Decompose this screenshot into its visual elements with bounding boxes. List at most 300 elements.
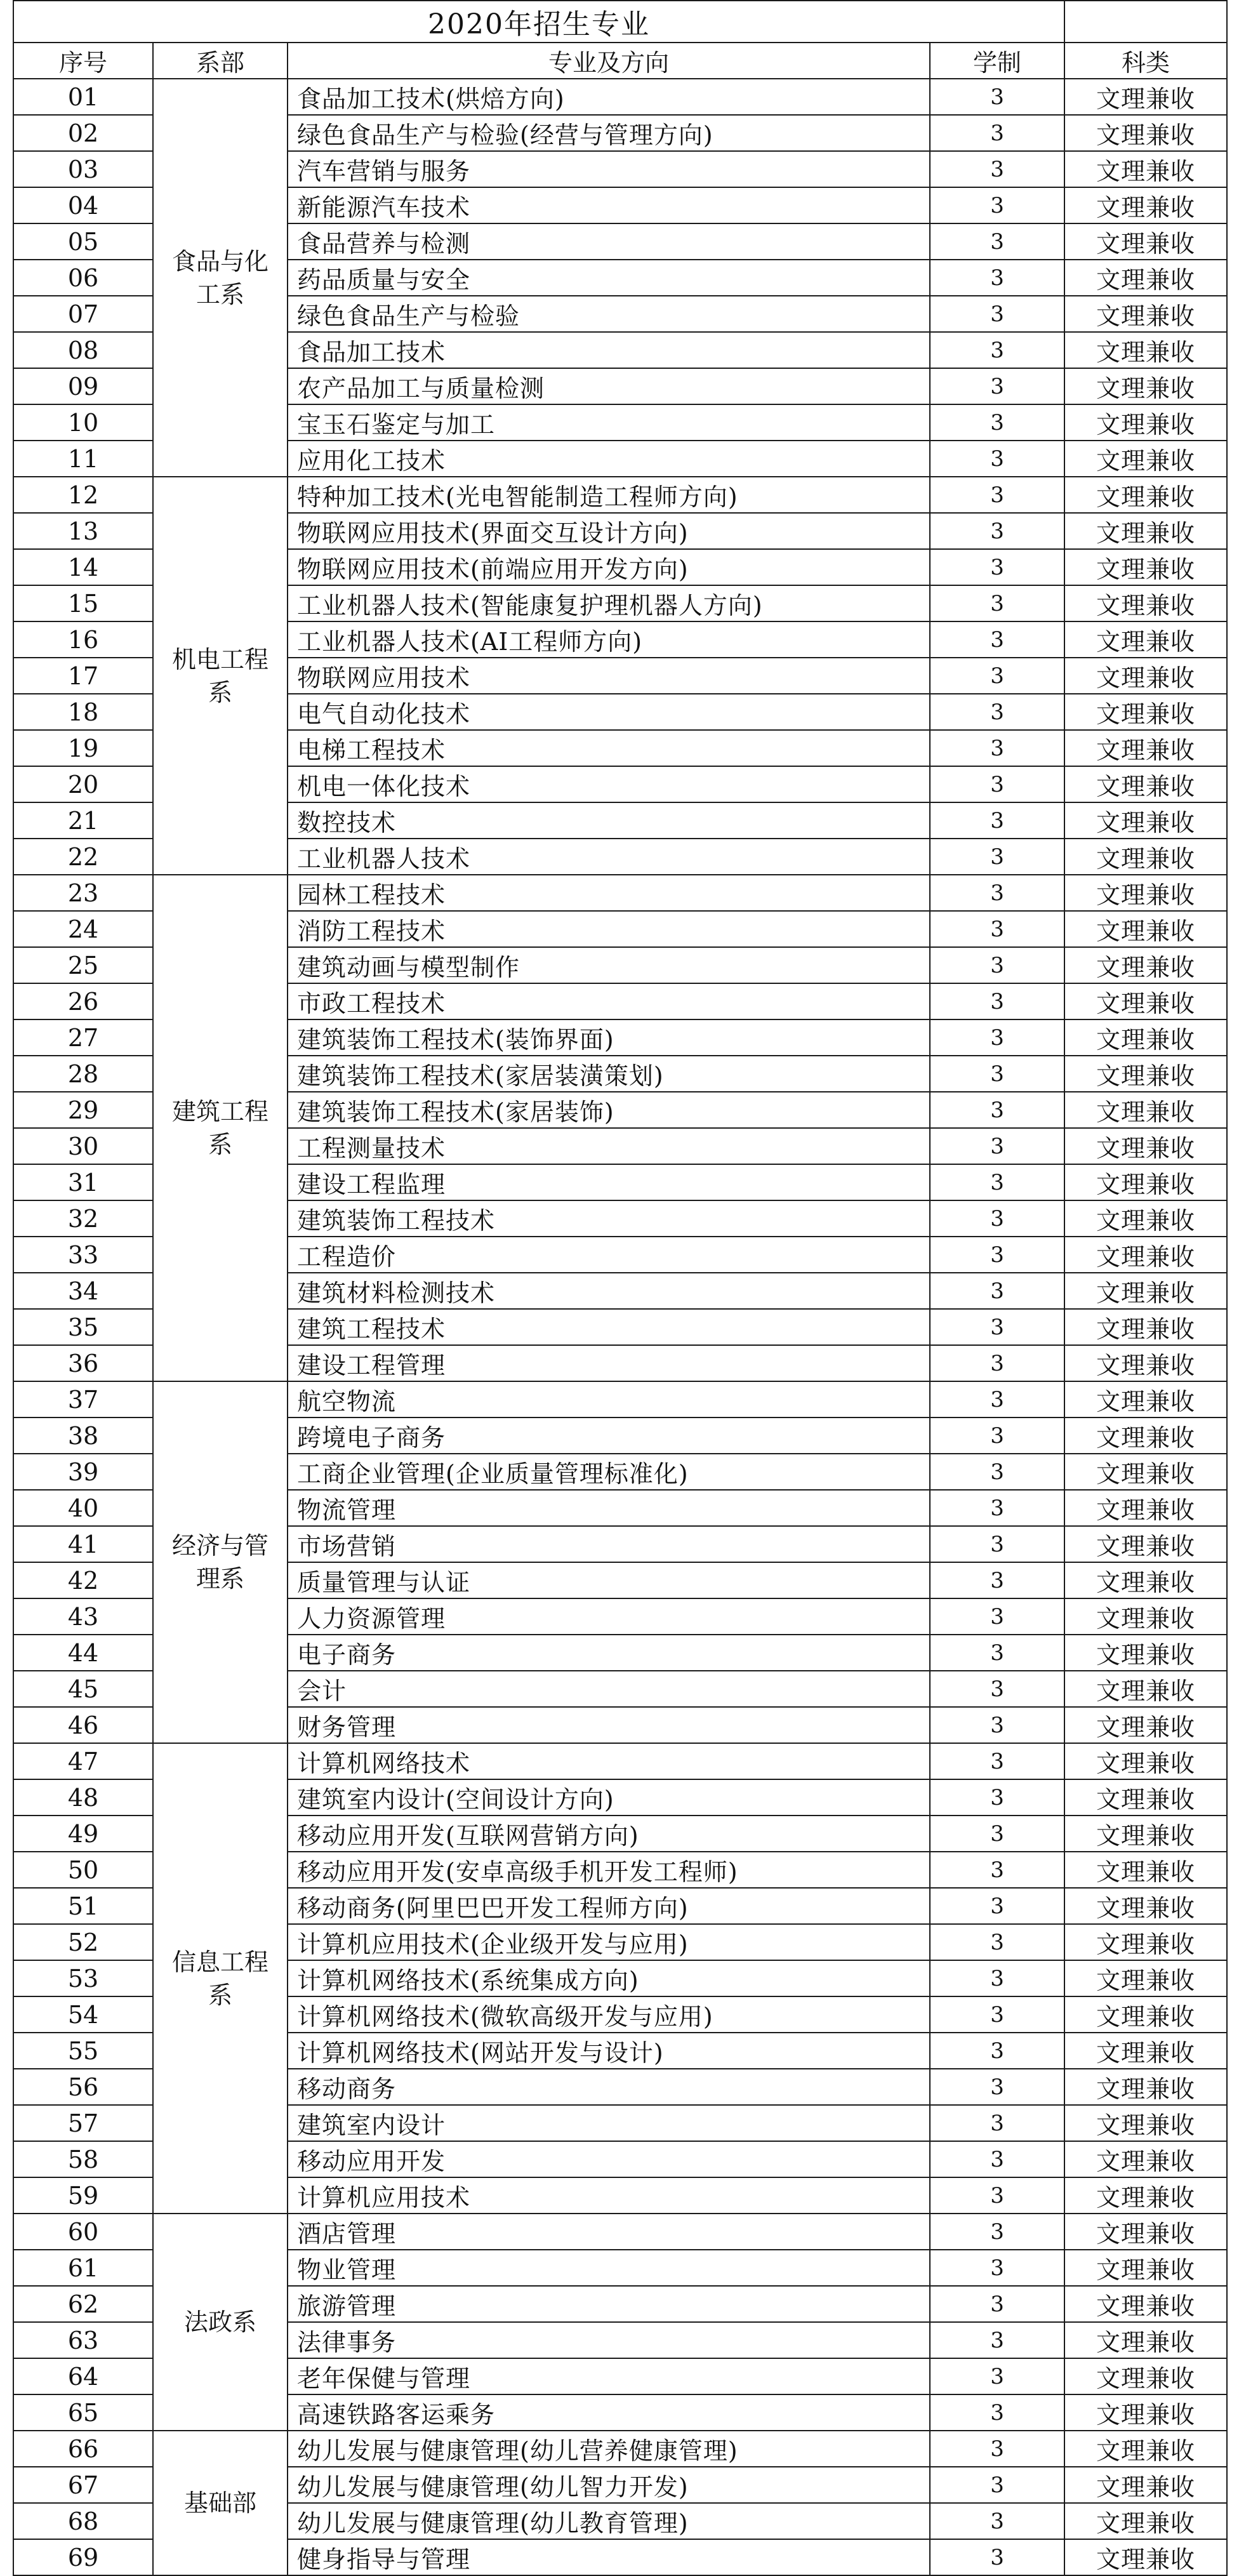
seq-cell: 30 [13,1128,153,1164]
category-cell: 文理兼收 [1064,621,1227,658]
seq-cell: 03 [13,151,153,187]
category-cell: 文理兼收 [1064,658,1227,694]
major-cell: 会计 [288,1671,930,1707]
table-row [13,79,1227,115]
category-cell: 文理兼收 [1064,585,1227,621]
dept-cell: 法政系 [153,2214,288,2431]
years-cell: 3 [930,2214,1064,2250]
years-cell: 3 [930,1128,1064,1164]
category-cell: 文理兼收 [1064,802,1227,839]
major-cell: 工程测量技术 [288,1128,930,1164]
major-cell: 建筑装饰工程技术(家居装饰) [288,1092,930,1128]
years-cell: 3 [930,2069,1064,2105]
major-cell: 机电一体化技术 [288,766,930,802]
category-cell: 文理兼收 [1064,1779,1227,1816]
seq-cell: 08 [13,332,153,368]
major-cell: 物联网应用技术(前端应用开发方向) [288,549,930,585]
category-cell: 文理兼收 [1064,513,1227,549]
major-cell: 计算机应用技术(企业级开发与应用) [288,1924,930,1960]
major-cell: 物联网应用技术(界面交互设计方向) [288,513,930,549]
years-cell: 3 [930,1671,1064,1707]
table-row [13,2431,1227,2467]
major-cell: 工程造价 [288,1237,930,1273]
years-cell: 3 [930,2105,1064,2141]
category-cell: 文理兼收 [1064,1454,1227,1490]
years-cell: 3 [930,1816,1064,1852]
seq-cell: 13 [13,513,153,549]
category-cell: 文理兼收 [1064,2069,1227,2105]
seq-cell: 11 [13,441,153,477]
category-cell: 文理兼收 [1064,223,1227,260]
header-category: 科类 [1064,43,1227,79]
table-row [13,1743,1227,1779]
seq-cell: 63 [13,2322,153,2358]
header-seq: 序号 [13,43,153,79]
years-cell: 3 [930,2394,1064,2431]
years-cell: 3 [930,115,1064,151]
dept-cell: 基础部 [153,2431,288,2575]
years-cell: 3 [930,151,1064,187]
years-cell: 3 [930,1924,1064,1960]
category-cell: 文理兼收 [1064,2467,1227,2503]
category-cell: 文理兼收 [1064,368,1227,404]
years-cell: 3 [930,187,1064,223]
table-row [13,875,1227,911]
category-cell: 文理兼收 [1064,1345,1227,1381]
years-cell: 3 [930,1852,1064,1888]
seq-cell: 53 [13,1960,153,1996]
years-cell: 3 [930,79,1064,115]
major-cell: 建筑室内设计(空间设计方向) [288,1779,930,1816]
category-cell: 文理兼收 [1064,1164,1227,1200]
category-cell: 文理兼收 [1064,1237,1227,1273]
seq-cell: 25 [13,947,153,983]
seq-cell: 39 [13,1454,153,1490]
seq-cell: 19 [13,730,153,766]
dept-cell: 机电工程系 [153,477,288,875]
major-cell: 移动商务(阿里巴巴开发工程师方向) [288,1888,930,1924]
major-cell: 建筑工程技术 [288,1309,930,1345]
seq-cell: 24 [13,911,153,947]
category-cell: 文理兼收 [1064,1273,1227,1309]
seq-cell: 69 [13,2539,153,2575]
dept-cell: 经济与管理系 [153,1381,288,1743]
major-cell: 宝玉石鉴定与加工 [288,404,930,441]
category-cell: 文理兼收 [1064,839,1227,875]
major-cell: 物联网应用技术 [288,658,930,694]
major-cell: 建筑室内设计 [288,2105,930,2141]
category-cell: 文理兼收 [1064,1128,1227,1164]
major-cell: 幼儿发展与健康管理(幼儿教育管理) [288,2503,930,2539]
category-cell: 文理兼收 [1064,151,1227,187]
major-cell: 工业机器人技术(AI工程师方向) [288,621,930,658]
major-cell: 建筑装饰工程技术(家居装潢策划) [288,1056,930,1092]
dept-cell: 建筑工程系 [153,875,288,1381]
category-cell: 文理兼收 [1064,983,1227,1019]
years-cell: 3 [930,1888,1064,1924]
category-cell: 文理兼收 [1064,1743,1227,1779]
category-cell: 文理兼收 [1064,1019,1227,1056]
years-cell: 3 [930,585,1064,621]
admissions-table [13,0,1228,2576]
category-cell: 文理兼收 [1064,2105,1227,2141]
title-row [13,1,1227,43]
header-years: 学制 [930,43,1064,79]
seq-cell: 23 [13,875,153,911]
major-cell: 移动商务 [288,2069,930,2105]
years-cell: 3 [930,2503,1064,2539]
category-cell: 文理兼收 [1064,260,1227,296]
header-major: 专业及方向 [288,43,930,79]
years-cell: 3 [930,404,1064,441]
seq-cell: 38 [13,1417,153,1454]
years-cell: 3 [930,621,1064,658]
category-cell: 文理兼收 [1064,1562,1227,1598]
major-cell: 酒店管理 [288,2214,930,2250]
category-cell: 文理兼收 [1064,2358,1227,2394]
years-cell: 3 [930,2322,1064,2358]
seq-cell: 22 [13,839,153,875]
major-cell: 建筑动画与模型制作 [288,947,930,983]
years-cell: 3 [930,2177,1064,2214]
major-cell: 计算机网络技术(微软高级开发与应用) [288,1996,930,2033]
major-cell: 移动应用开发(安卓高级手机开发工程师) [288,1852,930,1888]
category-cell: 文理兼收 [1064,2394,1227,2431]
category-cell: 文理兼收 [1064,1381,1227,1417]
major-cell: 幼儿发展与健康管理(幼儿智力开发) [288,2467,930,2503]
years-cell: 3 [930,2250,1064,2286]
seq-cell: 54 [13,1996,153,2033]
seq-cell: 40 [13,1490,153,1526]
years-cell: 3 [930,1598,1064,1635]
seq-cell: 32 [13,1200,153,1237]
seq-cell: 27 [13,1019,153,1056]
seq-cell: 02 [13,115,153,151]
seq-cell: 21 [13,802,153,839]
seq-cell: 01 [13,79,153,115]
seq-cell: 47 [13,1743,153,1779]
major-cell: 计算机应用技术 [288,2177,930,2214]
category-cell: 文理兼收 [1064,766,1227,802]
category-cell: 文理兼收 [1064,1635,1227,1671]
major-cell: 计算机网络技术 [288,1743,930,1779]
years-cell: 3 [930,875,1064,911]
seq-cell: 14 [13,549,153,585]
years-cell: 3 [930,2539,1064,2575]
category-cell: 文理兼收 [1064,549,1227,585]
major-cell: 工业机器人技术(智能康复护理机器人方向) [288,585,930,621]
years-cell: 3 [930,1779,1064,1816]
major-cell: 人力资源管理 [288,1598,930,1635]
seq-cell: 15 [13,585,153,621]
header-dept: 系部 [153,43,288,79]
category-cell: 文理兼收 [1064,1924,1227,1960]
years-cell: 3 [930,730,1064,766]
category-cell: 文理兼收 [1064,1852,1227,1888]
category-cell: 文理兼收 [1064,477,1227,513]
years-cell: 3 [930,2467,1064,2503]
seq-cell: 43 [13,1598,153,1635]
years-cell: 3 [930,839,1064,875]
years-cell: 3 [930,2286,1064,2322]
category-cell: 文理兼收 [1064,2141,1227,2177]
years-cell: 3 [930,694,1064,730]
years-cell: 3 [930,2431,1064,2467]
category-cell: 文理兼收 [1064,79,1227,115]
category-cell: 文理兼收 [1064,332,1227,368]
seq-cell: 60 [13,2214,153,2250]
major-cell: 数控技术 [288,802,930,839]
seq-cell: 36 [13,1345,153,1381]
major-cell: 老年保健与管理 [288,2358,930,2394]
category-cell: 文理兼收 [1064,2322,1227,2358]
category-cell: 文理兼收 [1064,730,1227,766]
years-cell: 3 [930,1200,1064,1237]
major-cell: 高速铁路客运乘务 [288,2394,930,2431]
seq-cell: 62 [13,2286,153,2322]
major-cell: 计算机网络技术(系统集成方向) [288,1960,930,1996]
years-cell: 3 [930,1490,1064,1526]
years-cell: 3 [930,1562,1064,1598]
years-cell: 3 [930,1273,1064,1309]
major-cell: 食品加工技术 [288,332,930,368]
category-cell: 文理兼收 [1064,2539,1227,2575]
years-cell: 3 [930,1345,1064,1381]
seq-cell: 35 [13,1309,153,1345]
seq-cell: 42 [13,1562,153,1598]
seq-cell: 46 [13,1707,153,1743]
major-cell: 农产品加工与质量检测 [288,368,930,404]
seq-cell: 20 [13,766,153,802]
years-cell: 3 [930,513,1064,549]
category-cell: 文理兼收 [1064,1996,1227,2033]
years-cell: 3 [930,1707,1064,1743]
major-cell: 电子商务 [288,1635,930,1671]
years-cell: 3 [930,802,1064,839]
major-cell: 计算机网络技术(网站开发与设计) [288,2033,930,2069]
category-cell: 文理兼收 [1064,1816,1227,1852]
table-row [13,477,1227,513]
seq-cell: 45 [13,1671,153,1707]
seq-cell: 26 [13,983,153,1019]
years-cell: 3 [930,1743,1064,1779]
major-cell: 食品加工技术(烘焙方向) [288,79,930,115]
seq-cell: 07 [13,296,153,332]
years-cell: 3 [930,368,1064,404]
years-cell: 3 [930,1417,1064,1454]
major-cell: 建设工程监理 [288,1164,930,1200]
seq-cell: 52 [13,1924,153,1960]
seq-cell: 28 [13,1056,153,1092]
category-cell: 文理兼收 [1064,1417,1227,1454]
seq-cell: 49 [13,1816,153,1852]
years-cell: 3 [930,1381,1064,1417]
dept-cell: 食品与化工系 [153,79,288,477]
category-cell: 文理兼收 [1064,2431,1227,2467]
years-cell: 3 [930,477,1064,513]
seq-cell: 50 [13,1852,153,1888]
major-cell: 幼儿发展与健康管理(幼儿营养健康管理) [288,2431,930,2467]
seq-cell: 09 [13,368,153,404]
major-cell: 移动应用开发(互联网营销方向) [288,1816,930,1852]
years-cell: 3 [930,549,1064,585]
years-cell: 3 [930,441,1064,477]
major-cell: 跨境电子商务 [288,1417,930,1454]
years-cell: 3 [930,260,1064,296]
years-cell: 3 [930,658,1064,694]
major-cell: 建筑材料检测技术 [288,1273,930,1309]
category-cell: 文理兼收 [1064,694,1227,730]
seq-cell: 55 [13,2033,153,2069]
category-cell: 文理兼收 [1064,2214,1227,2250]
major-cell: 园林工程技术 [288,875,930,911]
major-cell: 绿色食品生产与检验 [288,296,930,332]
seq-cell: 10 [13,404,153,441]
seq-cell: 48 [13,1779,153,1816]
major-cell: 电梯工程技术 [288,730,930,766]
major-cell: 电气自动化技术 [288,694,930,730]
major-cell: 航空物流 [288,1381,930,1417]
seq-cell: 17 [13,658,153,694]
major-cell: 建设工程管理 [288,1345,930,1381]
seq-cell: 37 [13,1381,153,1417]
years-cell: 3 [930,296,1064,332]
years-cell: 3 [930,2033,1064,2069]
seq-cell: 05 [13,223,153,260]
category-cell: 文理兼收 [1064,2033,1227,2069]
years-cell: 3 [930,2141,1064,2177]
category-cell: 文理兼收 [1064,1960,1227,1996]
category-cell: 文理兼收 [1064,947,1227,983]
seq-cell: 68 [13,2503,153,2539]
category-cell: 文理兼收 [1064,187,1227,223]
major-cell: 建筑装饰工程技术 [288,1200,930,1237]
category-cell: 文理兼收 [1064,911,1227,947]
seq-cell: 57 [13,2105,153,2141]
major-cell: 建筑装饰工程技术(装饰界面) [288,1019,930,1056]
seq-cell: 58 [13,2141,153,2177]
major-cell: 绿色食品生产与检验(经营与管理方向) [288,115,930,151]
years-cell: 3 [930,1996,1064,2033]
years-cell: 3 [930,332,1064,368]
category-cell: 文理兼收 [1064,1309,1227,1345]
years-cell: 3 [930,1526,1064,1562]
seq-cell: 31 [13,1164,153,1200]
category-cell: 文理兼收 [1064,1671,1227,1707]
years-cell: 3 [930,983,1064,1019]
category-cell: 文理兼收 [1064,1598,1227,1635]
category-cell: 文理兼收 [1064,1888,1227,1924]
major-cell: 财务管理 [288,1707,930,1743]
table-row [13,2214,1227,2250]
years-cell: 3 [930,1019,1064,1056]
title-blank-cell [1064,1,1227,43]
seq-cell: 64 [13,2358,153,2394]
seq-cell: 04 [13,187,153,223]
major-cell: 新能源汽车技术 [288,187,930,223]
major-cell: 工业机器人技术 [288,839,930,875]
years-cell: 3 [930,947,1064,983]
years-cell: 3 [930,1092,1064,1128]
table-title: 2020年招生专业 [13,1,1064,43]
seq-cell: 33 [13,1237,153,1273]
years-cell: 3 [930,1960,1064,1996]
seq-cell: 56 [13,2069,153,2105]
seq-cell: 51 [13,1888,153,1924]
category-cell: 文理兼收 [1064,441,1227,477]
years-cell: 3 [930,1454,1064,1490]
major-cell: 法律事务 [288,2322,930,2358]
major-cell: 药品质量与安全 [288,260,930,296]
category-cell: 文理兼收 [1064,875,1227,911]
seq-cell: 65 [13,2394,153,2431]
years-cell: 3 [930,766,1064,802]
seq-cell: 59 [13,2177,153,2214]
years-cell: 3 [930,1635,1064,1671]
category-cell: 文理兼收 [1064,115,1227,151]
seq-cell: 06 [13,260,153,296]
dept-cell: 信息工程系 [153,1743,288,2214]
seq-cell: 34 [13,1273,153,1309]
major-cell: 工商企业管理(企业质量管理标准化) [288,1454,930,1490]
category-cell: 文理兼收 [1064,2503,1227,2539]
category-cell: 文理兼收 [1064,1707,1227,1743]
category-cell: 文理兼收 [1064,296,1227,332]
seq-cell: 66 [13,2431,153,2467]
major-cell: 物流管理 [288,1490,930,1526]
category-cell: 文理兼收 [1064,404,1227,441]
major-cell: 健身指导与管理 [288,2539,930,2575]
seq-cell: 18 [13,694,153,730]
major-cell: 应用化工技术 [288,441,930,477]
seq-cell: 61 [13,2250,153,2286]
category-cell: 文理兼收 [1064,1490,1227,1526]
major-cell: 旅游管理 [288,2286,930,2322]
major-cell: 汽车营销与服务 [288,151,930,187]
major-cell: 物业管理 [288,2250,930,2286]
years-cell: 3 [930,911,1064,947]
years-cell: 3 [930,1237,1064,1273]
table-body [13,79,1227,2575]
seq-cell: 44 [13,1635,153,1671]
years-cell: 3 [930,223,1064,260]
category-cell: 文理兼收 [1064,1200,1227,1237]
years-cell: 3 [930,1056,1064,1092]
table-row [13,1381,1227,1417]
seq-cell: 16 [13,621,153,658]
major-cell: 质量管理与认证 [288,1562,930,1598]
major-cell: 特种加工技术(光电智能制造工程师方向) [288,477,930,513]
category-cell: 文理兼收 [1064,1056,1227,1092]
category-cell: 文理兼收 [1064,2286,1227,2322]
seq-cell: 41 [13,1526,153,1562]
seq-cell: 12 [13,477,153,513]
major-cell: 消防工程技术 [288,911,930,947]
major-cell: 市场营销 [288,1526,930,1562]
years-cell: 3 [930,1309,1064,1345]
seq-cell: 67 [13,2467,153,2503]
major-cell: 食品营养与检测 [288,223,930,260]
category-cell: 文理兼收 [1064,1526,1227,1562]
years-cell: 3 [930,2358,1064,2394]
header-row [13,43,1227,79]
category-cell: 文理兼收 [1064,2250,1227,2286]
category-cell: 文理兼收 [1064,2177,1227,2214]
major-cell: 市政工程技术 [288,983,930,1019]
category-cell: 文理兼收 [1064,1092,1227,1128]
major-cell: 移动应用开发 [288,2141,930,2177]
seq-cell: 29 [13,1092,153,1128]
